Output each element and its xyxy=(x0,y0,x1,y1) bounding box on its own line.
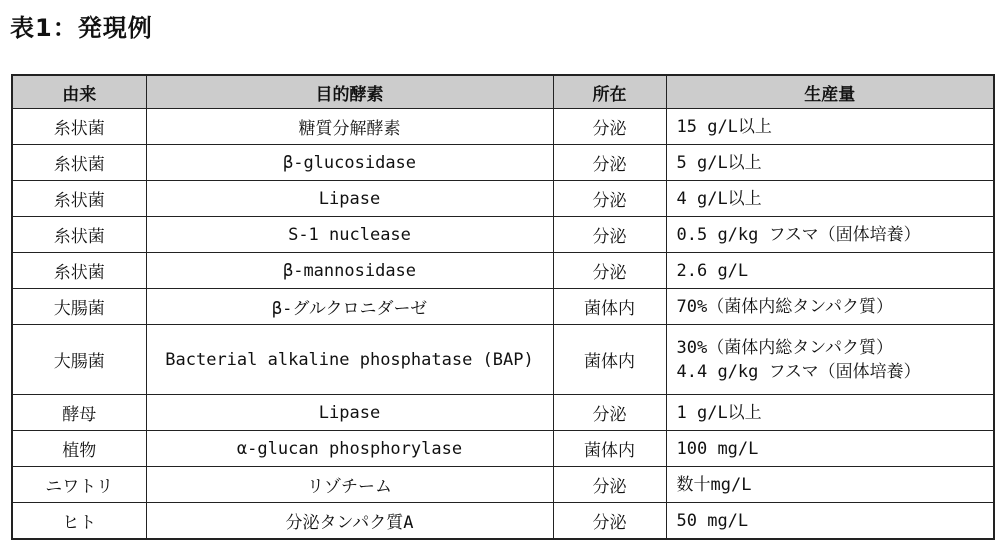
cell-enzyme: β-mannosidase xyxy=(146,253,553,289)
table-title: 表1：発現例 xyxy=(10,14,153,42)
production-line: 4.4 g/kg フスマ（固体培養） xyxy=(676,361,921,382)
cell-production xyxy=(666,145,994,181)
table-row xyxy=(12,217,994,253)
production-line: 5 g/L以上 xyxy=(676,152,762,173)
cell-enzyme: S-1 nuclease xyxy=(146,217,553,253)
cell-enzyme: 糖質分解酵素 xyxy=(146,109,553,145)
cell-enzyme: Bacterial alkaline phosphatase (BAP) xyxy=(146,325,553,395)
cell-origin: 植物 xyxy=(12,431,146,467)
production-line: 0.5 g/kg フスマ（固体培養） xyxy=(676,224,921,245)
table-row xyxy=(12,181,994,217)
cell-enzyme: β-glucosidase xyxy=(146,145,553,181)
cell-production xyxy=(666,289,994,325)
cell-enzyme: α-glucan phosphorylase xyxy=(146,431,553,467)
table-row xyxy=(12,467,994,503)
cell-production xyxy=(666,217,994,253)
table-row xyxy=(12,325,994,395)
cell-location: 菌体内 xyxy=(553,325,666,395)
cell-origin: 大腸菌 xyxy=(12,289,146,325)
cell-enzyme: リゾチーム xyxy=(146,467,553,503)
cell-location: 菌体内 xyxy=(553,431,666,467)
header-row xyxy=(12,75,994,109)
cell-production xyxy=(666,503,994,540)
cell-enzyme: Lipase xyxy=(146,395,553,431)
production-line: 1 g/L以上 xyxy=(676,402,762,423)
cell-enzyme: 分泌タンパク質A xyxy=(146,503,553,540)
cell-production xyxy=(666,431,994,467)
cell-production xyxy=(666,395,994,431)
production-line: 2.6 g/L xyxy=(676,260,749,281)
cell-origin: ヒト xyxy=(12,503,146,540)
cell-production xyxy=(666,109,994,145)
table-row xyxy=(12,289,994,325)
cell-production xyxy=(666,181,994,217)
production-line: 4 g/L以上 xyxy=(676,188,762,209)
cell-location: 分泌 xyxy=(553,395,666,431)
table-row xyxy=(12,253,994,289)
cell-origin: 酵母 xyxy=(12,395,146,431)
cell-location: 分泌 xyxy=(553,109,666,145)
production-line: 50 mg/L xyxy=(676,510,749,531)
production-line: 30%（菌体内総タンパク質） xyxy=(676,337,894,358)
table-row xyxy=(12,503,994,540)
cell-production xyxy=(666,467,994,503)
cell-location: 分泌 xyxy=(553,253,666,289)
header-enzyme: 目的酵素 xyxy=(146,75,553,109)
cell-production xyxy=(666,325,994,395)
production-line: 100 mg/L xyxy=(676,438,759,459)
production-line: 数十mg/L xyxy=(676,474,752,495)
cell-location: 分泌 xyxy=(553,145,666,181)
cell-origin: 糸状菌 xyxy=(12,181,146,217)
cell-origin: 糸状菌 xyxy=(12,145,146,181)
cell-enzyme: β-グルクロニダーゼ xyxy=(146,289,553,325)
production-line: 15 g/L以上 xyxy=(676,116,772,137)
cell-origin: 糸状菌 xyxy=(12,109,146,145)
header-location: 所在 xyxy=(553,75,666,109)
cell-origin: 糸状菌 xyxy=(12,253,146,289)
header-origin: 由来 xyxy=(12,75,146,109)
cell-production xyxy=(666,253,994,289)
table-body xyxy=(12,109,994,540)
header-production: 生産量 xyxy=(666,75,994,109)
cell-location: 菌体内 xyxy=(553,289,666,325)
cell-enzyme: Lipase xyxy=(146,181,553,217)
cell-origin: 糸状菌 xyxy=(12,217,146,253)
cell-location: 分泌 xyxy=(553,503,666,540)
cell-location: 分泌 xyxy=(553,181,666,217)
table-row xyxy=(12,109,994,145)
table-row xyxy=(12,145,994,181)
production-line: 70%（菌体内総タンパク質） xyxy=(676,296,894,317)
table-row xyxy=(12,395,994,431)
cell-location: 分泌 xyxy=(553,467,666,503)
cell-origin: 大腸菌 xyxy=(12,325,146,395)
cell-location: 分泌 xyxy=(553,217,666,253)
expression-table xyxy=(11,74,995,540)
cell-origin: ニワトリ xyxy=(12,467,146,503)
table-row xyxy=(12,431,994,467)
